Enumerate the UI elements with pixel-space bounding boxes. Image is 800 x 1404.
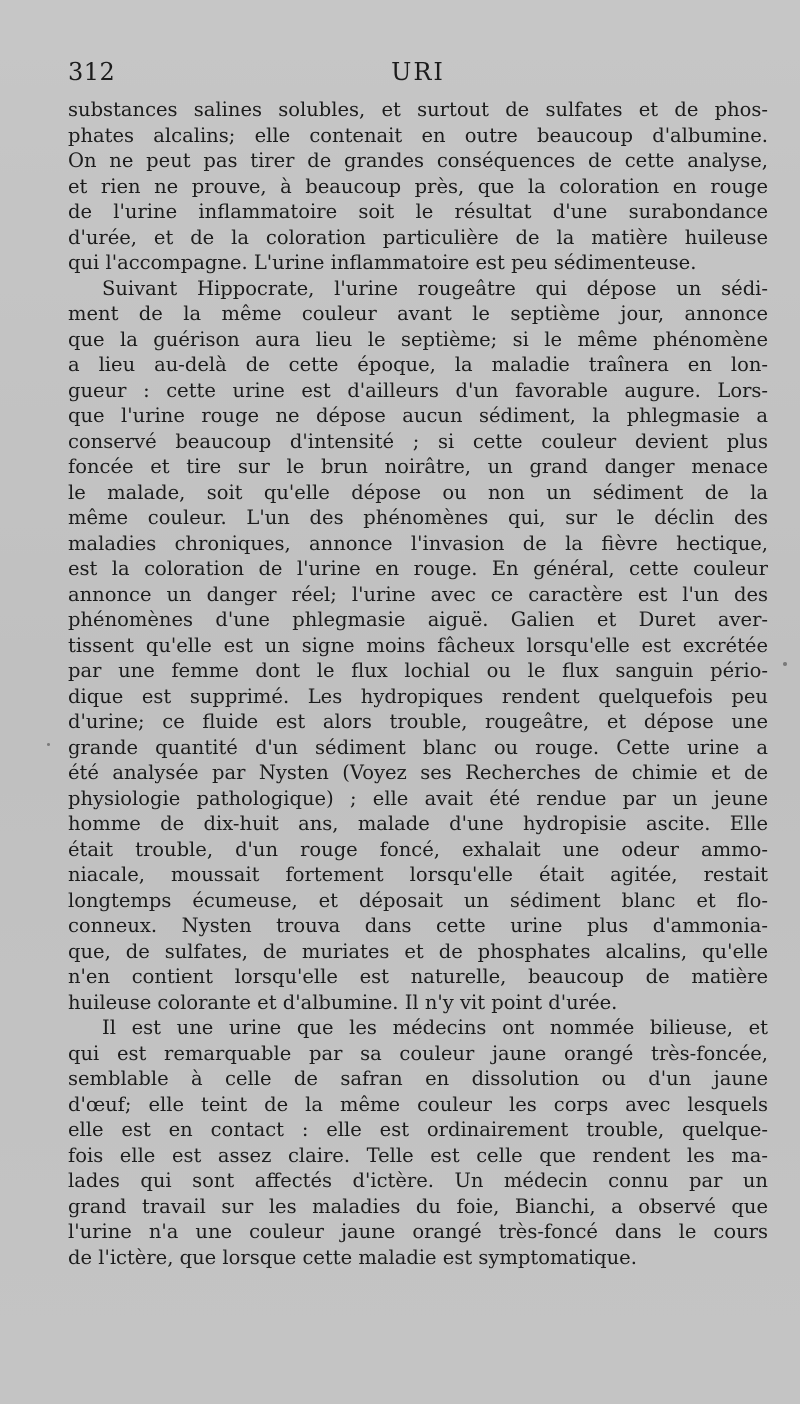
text-line: ment de la même couleur avant le septième jour, annonce [68,302,768,325]
text-line: phates alcalins; elle contenait en outre beaucoup d'albumine. [68,123,768,147]
text-line: que, de sulfates, de muriates et de phosphates alcalins, qu'elle [68,939,768,963]
text-line: homme de dix-huit ans, malade d'une hydropisie ascite. Elle [68,812,768,835]
text-line: Il est une urine que les médecins ont nommée bilieuse, et [102,1016,768,1039]
text-line: maladies chroniques, annonce l'invasion de la fièvre hectique, [68,531,768,555]
text-line: Suivant Hippocrate, l'urine rougeâtre qui dépose un sédi- [102,276,768,300]
running-head: URI [391,58,445,86]
text-line: longtemps écumeuse, et déposait un sédiment blanc et flo- [68,888,768,912]
text-line: qui est remarquable par sa couleur jaune orangé très-foncée, [68,1041,768,1065]
text-line: lades qui sont affectés d'ictère. Un médecin connu par un [68,1169,768,1192]
text-line: a lieu au-delà de cette époque, la maladie traînera en lon- [68,353,768,376]
text-line: et rien ne prouve, à beaucoup près, que la coloration en rouge [68,174,768,198]
text-line: que l'urine rouge ne dépose aucun sédiment, la phlegmasie a [68,404,768,427]
page-number: 312 [68,58,116,86]
page-header [68,58,768,98]
text-line: annonce un danger réel; l'urine avec ce caractère est l'un des [68,582,768,606]
text-line: huileuse colorante et d'albumine. Il n'y vit point d'urée. [68,990,618,1014]
text-line: de l'urine inflammatoire soit le résultat d'une surabondance [68,200,768,223]
text-line: est la coloration de l'urine en rouge. En général, cette couleur [68,557,768,580]
print-speck [783,662,787,666]
text-line: de l'ictère, que lorsque cette maladie est symptomatique. [68,1245,637,1269]
text-line: d'œuf; elle teint de la même couleur les corps avec lesquels [68,1092,768,1116]
paragraph [68,1015,768,1270]
text-line: niacale, moussait fortement lorsqu'elle était agitée, restait [68,863,768,886]
text-line: conneux. Nysten trouva dans cette urine plus d'ammonia- [68,914,768,937]
text-line: n'en contient lorsqu'elle est naturelle, beaucoup de matière [68,965,768,988]
text-line: fois elle est assez claire. Telle est celle que rendent les ma- [68,1143,768,1167]
text-line: qui l'accompagne. L'urine inflammatoire est peu sédimenteuse. [68,251,697,274]
text-line: On ne peut pas tirer de grandes conséquences de cette analyse, [68,149,768,172]
text-line: que la guérison aura lieu le septième; si le même phénomène [68,327,768,351]
print-speck [47,743,50,746]
text-line: dique est supprimé. Les hydropiques rendent quelquefois peu [68,684,768,708]
text-line: le malade, soit qu'elle dépose ou non un sédiment de la [68,480,768,504]
text-line: d'urée, et de la coloration particulière de la matière huileuse [68,225,768,249]
text-line: d'urine; ce fluide est alors trouble, rougeâtre, et dépose une [68,710,768,733]
body-text [68,97,768,1270]
text-line: grand travail sur les maladies du foie, Bianchi, a observé que [68,1194,768,1218]
text-line: l'urine n'a une couleur jaune orangé très-foncé dans le cours [68,1220,768,1243]
text-line: semblable à celle de safran en dissolution ou d'un jaune [68,1067,768,1090]
text-line: était trouble, d'un rouge foncé, exhalait une odeur ammo- [68,837,768,861]
text-line: gueur : cette urine est d'ailleurs d'un favorable augure. Lors- [68,378,768,402]
text-line: tissent qu'elle est un signe moins fâcheux lorsqu'elle est excrétée [68,633,768,657]
paragraph [68,97,768,276]
paragraph [68,276,768,1016]
text-line: substances salines solubles, et surtout de sulfates et de phos- [68,98,768,121]
text-line: grande quantité d'un sédiment blanc ou rouge. Cette urine a [68,735,768,759]
text-line: phénomènes d'une phlegmasie aiguë. Galien et Duret aver- [68,608,768,631]
text-line: par une femme dont le flux lochial ou le flux sanguin pério- [68,659,768,682]
text-line: foncée et tire sur le brun noirâtre, un grand danger menace [68,455,768,478]
text-line: elle est en contact : elle est ordinairement trouble, quelque- [68,1118,768,1141]
text-line: même couleur. L'un des phénomènes qui, sur le déclin des [68,506,768,529]
text-line: été analysée par Nysten (Voyez ses Recherches de chimie et de [68,761,768,784]
text-line: conservé beaucoup d'intensité ; si cette couleur devient plus [68,429,768,453]
text-line: physiologie pathologique) ; elle avait été rendue par un jeune [68,786,768,810]
